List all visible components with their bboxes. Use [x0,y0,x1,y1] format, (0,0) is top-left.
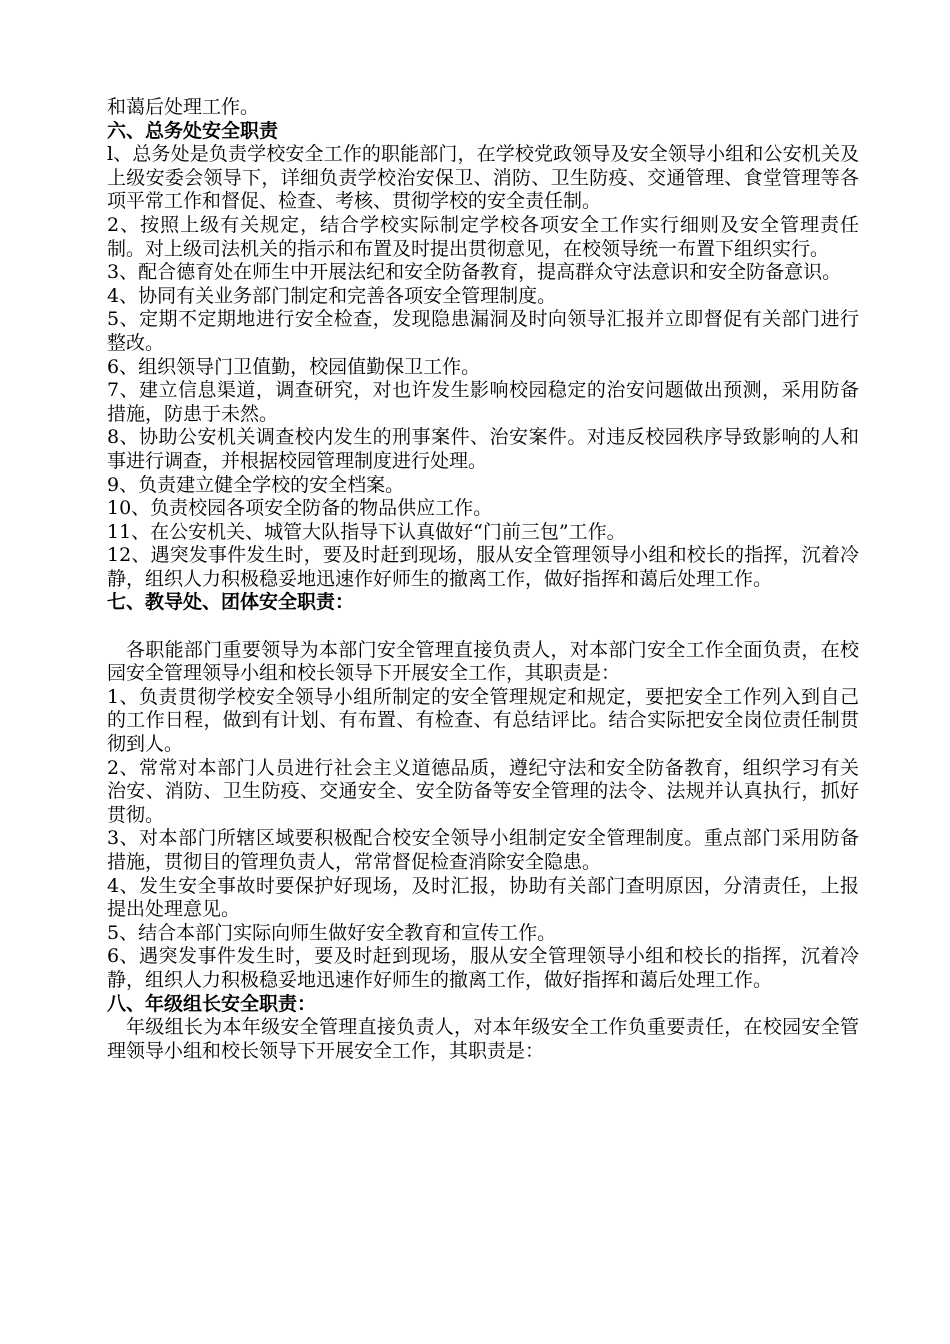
document-page [107,96,859,1063]
section-6-heading: 六、总务处安全职责 [107,119,279,142]
section-8-heading: 八、年级组长安全职责： [107,992,317,1015]
section-7-item-6: 6、遇突发事件发生时，要及时赶到现场，服从安全管理领导小组和校长的指挥，沉着冷静，组织人力积极稳妥地迅速作好师生的撤离工作，做好指挥和蔼后处理工作。 [107,945,859,991]
section-8-intro: 年级组长为本年级安全管理直接负责人，对本年级安全工作负重要责任，在校园安全管理领导小组和校长领导下开展安全工作，其职责是： [107,1016,859,1062]
section-6-item-2: 2、按照上级有关规定，结合学校实际制定学校各项安全工作实行细则及安全管理责任制。对上级司法机关的指示和布置及时提出贯彻意见，在校领导统一布置下组织实行。 [107,213,859,260]
section-6-item-9: 9、负责建立健全学校的安全档案。 [107,473,405,496]
section-7-item-4: 4、发生安全事故时要保护好现场，及时汇报，协助有关部门查明原因，分清责任，上报提出处理意见。 [107,874,859,921]
section-6-item-7: 7、建立信息渠道，调查研究，对也许发生影响校园稳定的治安问题做出预测，采用防备措施，防患于未然。 [107,379,859,425]
section-7-item-5: 5、结合本部门实际向师生做好安全教育和宣传工作。 [107,921,557,944]
section-6-item-8: 8、协助公安机关调查校内发生的刑事案件、治安案件。对违反校园秩序导致影响的人和事进行调查，并根据校园管理制度进行处理。 [107,426,859,472]
section-7-item-2: 2、常常对本部门人员进行社会主义道德品质，遵纪守法和安全防备教育，组织学习有关治安、消防、卫生防疫、交通安全、安全防备等安全管理的法令、法规并认真执行，抓好贯彻。 [107,756,859,826]
section-6-item-11: 11、在公安机关、城管大队指导下认真做好“门前三包”工作。 [107,520,626,543]
section-7-intro: 各职能部门重要领导为本部门安全管理直接负责人，对本部门安全工作全面负责，在校园安全管理领导小组和校长领导下开展安全工作，其职责是： [107,638,859,685]
section-6-item-10: 10、负责校园各项安全防备的物品供应工作。 [107,497,493,520]
section-6-item-3: 3、配合德育处在师生中开展法纪和安全防备教育，提高群众守法意识和安全防备意识。 [107,261,842,284]
blank-line [107,615,859,639]
section-6-item-5: 5、定期不定期地进行安全检查，发现隐患漏洞及时向领导汇报并立即督促有关部门进行整改。 [107,308,859,354]
section-7-item-3: 3、对本部门所辖区域要积极配合校安全领导小组制定安全管理制度。重点部门采用防备措施，贯彻目的管理负责人，常常督促检查消除安全隐患。 [107,827,859,873]
section-6-item-12: 12、遇突发事件发生时，要及时赶到现场，服从安全管理领导小组和校长的指挥，沉着冷静，组织人力积极稳妥地迅速作好师生的撤离工作，做好指挥和蔼后处理工作。 [107,544,859,590]
section-7-heading: 七、教导处、团体安全职责： [107,591,355,614]
section-7-item-1: 1、负责贯彻学校安全领导小组所制定的安全管理规定和规定，要把安全工作列入到自己的工作日程，做到有计划、有布置、有检查、有总结评比。结合实际把安全岗位责任制贯彻到人。 [107,685,859,756]
section-6-item-6: 6、组织领导门卫值勤，校园值勤保卫工作。 [107,355,481,378]
section-6-item-1: l、总务处是负责学校安全工作的职能部门，在学校党政领导及安全领导小组和公安机关及上级安委会领导下，详细负责学校治安保卫、消防、卫生防疫、交通管理、食堂管理等各项平常工作和督促、检查、考核、贯彻学校的安全责任制。 [107,143,859,213]
paragraph-continuation: 和蔼后处理工作。 [107,96,260,118]
section-6-item-4: 4、协同有关业务部门制定和完善各项安全管理制度。 [107,284,557,307]
